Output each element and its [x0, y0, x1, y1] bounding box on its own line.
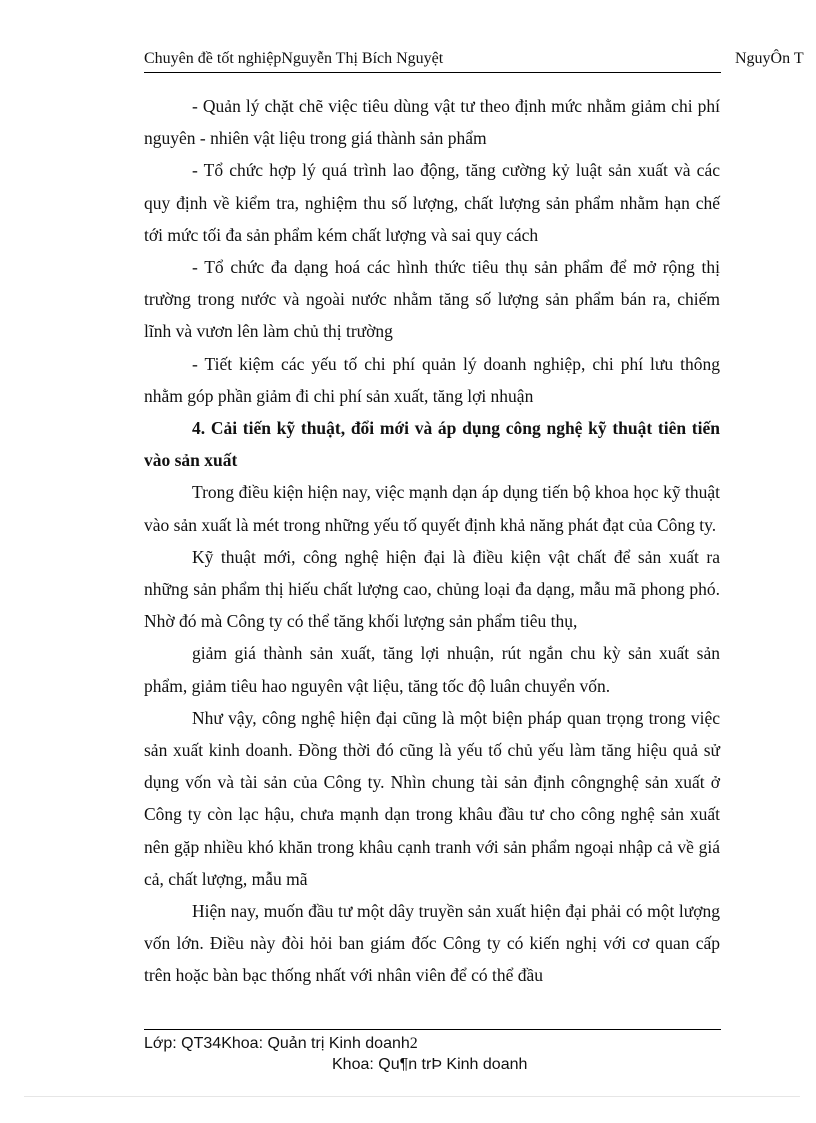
page-number: 2	[409, 1035, 418, 1052]
page-bottom-divider	[24, 1096, 800, 1097]
paragraph-bullet-2: - Tổ chức hợp lý quá trình lao động, tăng cường kỷ luật sản xuất và các quy định về kiểm tra, nghiệm thu số lượng, chất lượng sản phẩm nhằm hạn chế tới mức tối đa sản phẩm kém chất lượng và sai quy cách	[144, 160, 720, 245]
paragraph-investment: Hiện nay, muốn đầu tư một dây truyền sản xuất hiện đại phải có một lượng vốn lớn. Điều này đòi hỏi ban giám đốc Công ty có kiến nghị với cơ quan cấp trên hoặc bàn bạc thống nhất với nhân viên để có thể đầu	[144, 901, 720, 986]
paragraph-new-technology: Kỹ thuật mới, công nghệ hiện đại là điều kiện vật chất để sản xuất ra những sản phẩm thị hiếu chất lượng cao, chủng loại đa dạng, mẫu mã phong phó. Nhờ đó mà Công ty có thể tăng khối lượng sản phẩm tiêu thụ,	[144, 546, 720, 632]
paragraph-intro: Trong điều kiện hiện nay, việc mạnh dạn áp dụng tiến bộ khoa học kỹ thuật vào sản xuất là mét trong những yếu tố quyết định khả năng phát đạt của Công ty.	[144, 482, 720, 535]
footer-class-label: Lớp: QT34Khoa: Quản trị Kinh doanh	[144, 1035, 410, 1052]
paragraph-bullet-1: - Quản lý chặt chẽ việc tiêu dùng vật tư theo định mức nhằm giảm chi phí nguyên - nhiên vật liệu trong giá thành sản phẩm	[144, 96, 720, 149]
paragraph-bullet-4: - Tiết kiệm các yếu tố chi phí quản lý doanh nghiệp, chi phí lưu thông nhằm góp phần giảm đi chi phí sản xuất, tăng lợi nhuận	[144, 353, 720, 406]
document-body	[144, 90, 720, 992]
section-heading: 4. Cải tiến kỹ thuật, đổi mới và áp dụng công nghệ kỹ thuật tiên tiến vào sản xuất	[144, 418, 720, 471]
paragraph-cost-reduction: giảm giá thành sản xuất, tăng lợi nhuận, rút ngắn chu kỳ sản xuất sản phẩm, giảm tiêu hao nguyên vật liệu, tăng tốc độ luân chuyển vốn.	[144, 643, 720, 696]
header-title: Chuyên đề tốt nghiệpNguyễn Thị Bích Nguyệt	[144, 50, 444, 67]
header-author-truncated: NguyÔn T	[735, 50, 804, 67]
paragraph-bullet-3: - Tổ chức đa dạng hoá các hình thức tiêu thụ sản phẩm để mở rộng thị trường trong nước và ngoài nước nhằm tăng số lượng sản phẩm bán ra, chiếm lĩnh và vươn lên làm chủ thị trường	[144, 257, 720, 342]
footer-rule	[144, 1029, 721, 1030]
page-footer	[144, 1034, 418, 1054]
page-header	[144, 48, 721, 73]
paragraph-conclusion: Như vậy, công nghệ hiện đại cũng là một biện pháp quan trọng trong việc sản xuất kinh doanh. Đồng thời đó cũng là yếu tố chủ yếu làm tăng hiệu quả sử dụng vốn và tài sản của Công ty. Nhìn chung tài sản định côngnghệ sản xuất ở Công ty còn lạc hậu, chưa mạnh dạn trong khâu đầu tư cho công nghệ sản xuất nên gặp nhiều khó khăn trong khâu cạnh tranh với sản phẩm ngoại nhập cả về giá cả, chất lượng, mẫu mã	[144, 707, 720, 889]
footer-faculty-label: Khoa: Qu¶n trÞ Kinh doanh	[332, 1056, 528, 1073]
